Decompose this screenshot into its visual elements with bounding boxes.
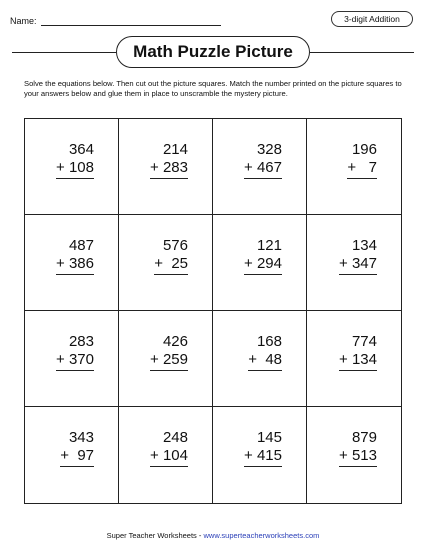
- addend-bottom: + 25: [154, 255, 188, 275]
- addend-top: 487: [68, 237, 94, 254]
- problem-cell: [307, 119, 401, 215]
- problem: [244, 237, 282, 275]
- name-label: Name:: [10, 16, 37, 26]
- addend-bottom: + 370: [56, 351, 94, 371]
- problem-cell: [307, 215, 401, 311]
- addend-bottom: + 386: [56, 255, 94, 275]
- addend-top: 134: [351, 237, 377, 254]
- addend-bottom: + 283: [150, 159, 188, 179]
- problem-cell: [213, 407, 307, 503]
- problem-cell: [119, 215, 213, 311]
- addend-top: 283: [68, 333, 94, 350]
- problem-cell: [119, 407, 213, 503]
- problem: [248, 333, 282, 371]
- topic-badge: 3-digit Addition: [331, 11, 413, 27]
- addend-bottom: + 513: [339, 447, 377, 467]
- addend-top: 879: [351, 429, 377, 446]
- problem: [56, 333, 94, 371]
- problem: [244, 141, 282, 179]
- problem-cell: [25, 215, 119, 311]
- addend-bottom: + 415: [244, 447, 282, 467]
- page-title: Math Puzzle Picture: [116, 36, 310, 68]
- problem-cell: [307, 407, 401, 503]
- addend-top: 426: [162, 333, 188, 350]
- addend-top: 145: [256, 429, 282, 446]
- problem-cell: [213, 119, 307, 215]
- problem: [56, 141, 94, 179]
- addend-bottom: + 347: [339, 255, 377, 275]
- problem: [339, 429, 377, 467]
- addend-bottom: + 48: [248, 351, 282, 371]
- problem: [154, 237, 188, 275]
- problem-cell: [25, 311, 119, 407]
- addend-bottom: + 104: [150, 447, 188, 467]
- footer: [0, 531, 426, 540]
- problem-cell: [213, 215, 307, 311]
- addend-top: 328: [256, 141, 282, 158]
- footer-link[interactable]: www.superteacherworksheets.com: [203, 531, 320, 540]
- title-rule-left: [12, 52, 116, 53]
- problem-cell: [213, 311, 307, 407]
- problem: [60, 429, 94, 467]
- addend-top: 248: [162, 429, 188, 446]
- addend-top: 774: [351, 333, 377, 350]
- addend-top: 168: [256, 333, 282, 350]
- addend-bottom: + 294: [244, 255, 282, 275]
- addend-bottom: + 97: [60, 447, 94, 467]
- addend-top: 214: [162, 141, 188, 158]
- addend-top: 196: [351, 141, 377, 158]
- problem: [150, 429, 188, 467]
- addend-bottom: + 467: [244, 159, 282, 179]
- instructions: Solve the equations below. Then cut out the picture squares. Match the number printed on the picture squares to your answers below and glue them in place to unscramble the mystery picture.: [24, 79, 402, 98]
- problem-cell: [25, 119, 119, 215]
- problem: [339, 237, 377, 275]
- name-field: [10, 16, 221, 26]
- problem-cell: [25, 407, 119, 503]
- problem-cell: [307, 311, 401, 407]
- problem-cell: [119, 119, 213, 215]
- addend-top: 343: [68, 429, 94, 446]
- problem: [150, 141, 188, 179]
- footer-text: Super Teacher Worksheets -: [106, 531, 204, 540]
- name-line: [41, 16, 221, 26]
- addend-bottom: + 108: [56, 159, 94, 179]
- problem-cell: [119, 311, 213, 407]
- addend-top: 576: [162, 237, 188, 254]
- title-rule-right: [310, 52, 414, 53]
- problem: [56, 237, 94, 275]
- addend-bottom: + 134: [339, 351, 377, 371]
- addend-top: 121: [256, 237, 282, 254]
- problem-grid: [24, 118, 402, 504]
- problem: [150, 333, 188, 371]
- problem: [347, 141, 377, 179]
- problem: [339, 333, 377, 371]
- addend-top: 364: [68, 141, 94, 158]
- addend-bottom: + 259: [150, 351, 188, 371]
- problem: [244, 429, 282, 467]
- addend-bottom: + 7: [347, 159, 377, 179]
